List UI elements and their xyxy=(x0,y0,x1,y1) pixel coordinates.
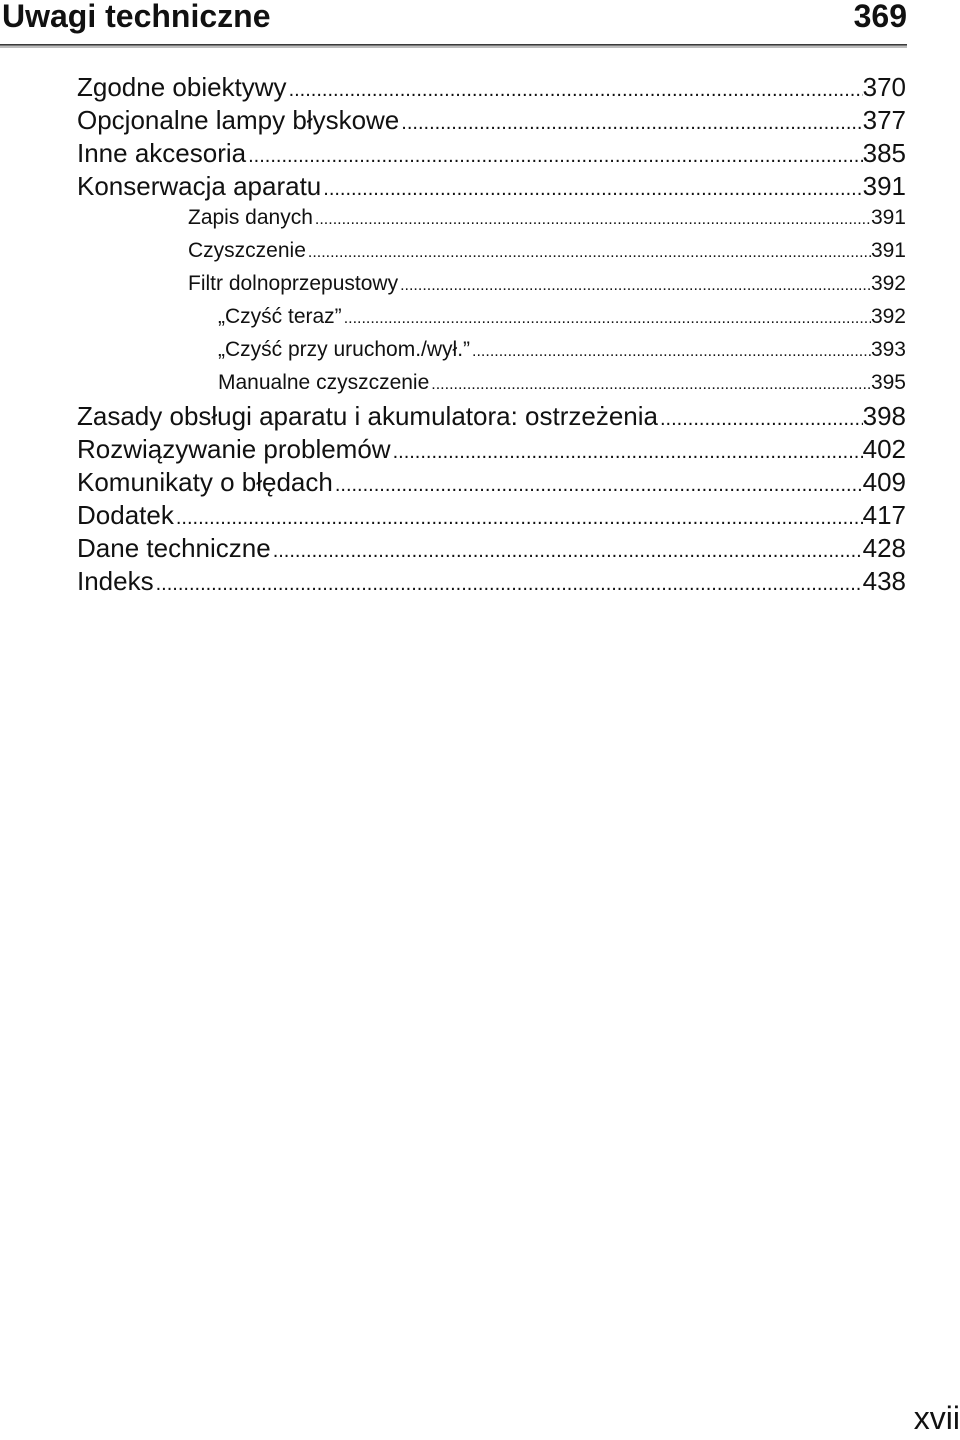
toc-entry[interactable] xyxy=(77,532,906,564)
toc-entry-title: Indeks xyxy=(77,566,154,596)
toc-dot-leader xyxy=(306,238,871,268)
toc-dot-leader xyxy=(391,436,863,468)
toc-dot-leader xyxy=(658,403,863,435)
toc-entry-page: 385 xyxy=(862,138,906,168)
toc-dot-leader xyxy=(398,271,871,301)
toc-subsubentry[interactable] xyxy=(218,302,906,332)
header-divider xyxy=(0,44,907,48)
toc-entry-page: 428 xyxy=(862,533,906,563)
toc-entry[interactable] xyxy=(77,137,906,169)
toc-entry-title: Opcjonalne lampy błyskowe xyxy=(77,105,400,135)
toc-dot-leader xyxy=(174,502,863,534)
toc-entry-title: Dane techniczne xyxy=(77,533,271,563)
toc-dot-leader xyxy=(287,74,863,106)
toc-entry-page: 392 xyxy=(870,272,906,295)
toc-dot-leader xyxy=(321,173,862,205)
toc-entry-page: 395 xyxy=(870,371,906,394)
toc-entry-page: 391 xyxy=(870,239,906,262)
toc-entry-title: Zasady obsługi aparatu i akumulatora: ostrzeżenia xyxy=(77,401,658,431)
toc-entry-page: 417 xyxy=(862,500,906,530)
toc-entry-title: „Czyść teraz” xyxy=(218,305,342,328)
toc-subsubentry[interactable] xyxy=(218,368,906,398)
toc-entry-title: Czyszczenie xyxy=(188,239,306,262)
toc-entry[interactable] xyxy=(77,71,906,103)
toc-dot-leader xyxy=(271,535,863,567)
toc-dot-leader xyxy=(313,205,871,235)
toc-entry[interactable] xyxy=(77,104,906,136)
toc-entry-page: 391 xyxy=(862,171,906,201)
toc-entry[interactable] xyxy=(77,433,906,465)
chapter-header xyxy=(0,0,907,46)
toc-entry-page: 438 xyxy=(862,566,906,596)
toc-entry-page: 370 xyxy=(862,72,906,102)
toc-subsubentry[interactable] xyxy=(218,335,906,365)
toc-entry-page: 392 xyxy=(870,305,906,328)
toc-entry-title: Manualne czyszczenie xyxy=(218,371,430,394)
toc-dot-leader xyxy=(333,469,863,501)
toc-entry-title: Dodatek xyxy=(77,500,174,530)
toc-entry[interactable] xyxy=(77,499,906,531)
toc-entry-page: 402 xyxy=(862,434,906,464)
toc-entry-page: 398 xyxy=(862,401,906,431)
toc-entry-page: 377 xyxy=(862,105,906,135)
toc-dot-leader xyxy=(154,568,863,600)
toc-entry-title: Zapis danych xyxy=(188,206,313,229)
chapter-title: Uwagi techniczne xyxy=(2,0,271,34)
page-folio: xvii xyxy=(913,1400,960,1436)
toc-subentry[interactable] xyxy=(188,203,906,233)
toc-dot-leader xyxy=(470,337,871,367)
toc-entry-title: Konserwacja aparatu xyxy=(77,171,322,201)
toc-entry-title: Filtr dolnoprzepustowy xyxy=(188,272,399,295)
toc-entry[interactable] xyxy=(77,400,906,432)
toc-entry-title: Komunikaty o błędach xyxy=(77,467,333,497)
toc-entry-page: 409 xyxy=(862,467,906,497)
toc-entry-page: 391 xyxy=(870,206,906,229)
toc-entry[interactable] xyxy=(77,170,906,202)
toc-dot-leader xyxy=(246,140,863,172)
toc-dot-leader xyxy=(429,370,871,400)
toc-dot-leader xyxy=(342,304,871,334)
toc-entry-title: Rozwiązywanie problemów xyxy=(77,434,391,464)
toc-entry-page: 393 xyxy=(870,338,906,361)
toc-subentry[interactable] xyxy=(188,269,906,299)
toc-entry[interactable] xyxy=(77,565,906,597)
toc-entry-title: „Czyść przy uruchom./wył.” xyxy=(218,338,471,361)
toc-entry[interactable] xyxy=(77,466,906,498)
toc-subentry[interactable] xyxy=(188,236,906,266)
toc-dot-leader xyxy=(399,107,862,139)
toc-entry-title: Zgodne obiektywy xyxy=(77,72,287,102)
chapter-page-number: 369 xyxy=(853,0,907,34)
toc-entry-title: Inne akcesoria xyxy=(77,138,247,168)
